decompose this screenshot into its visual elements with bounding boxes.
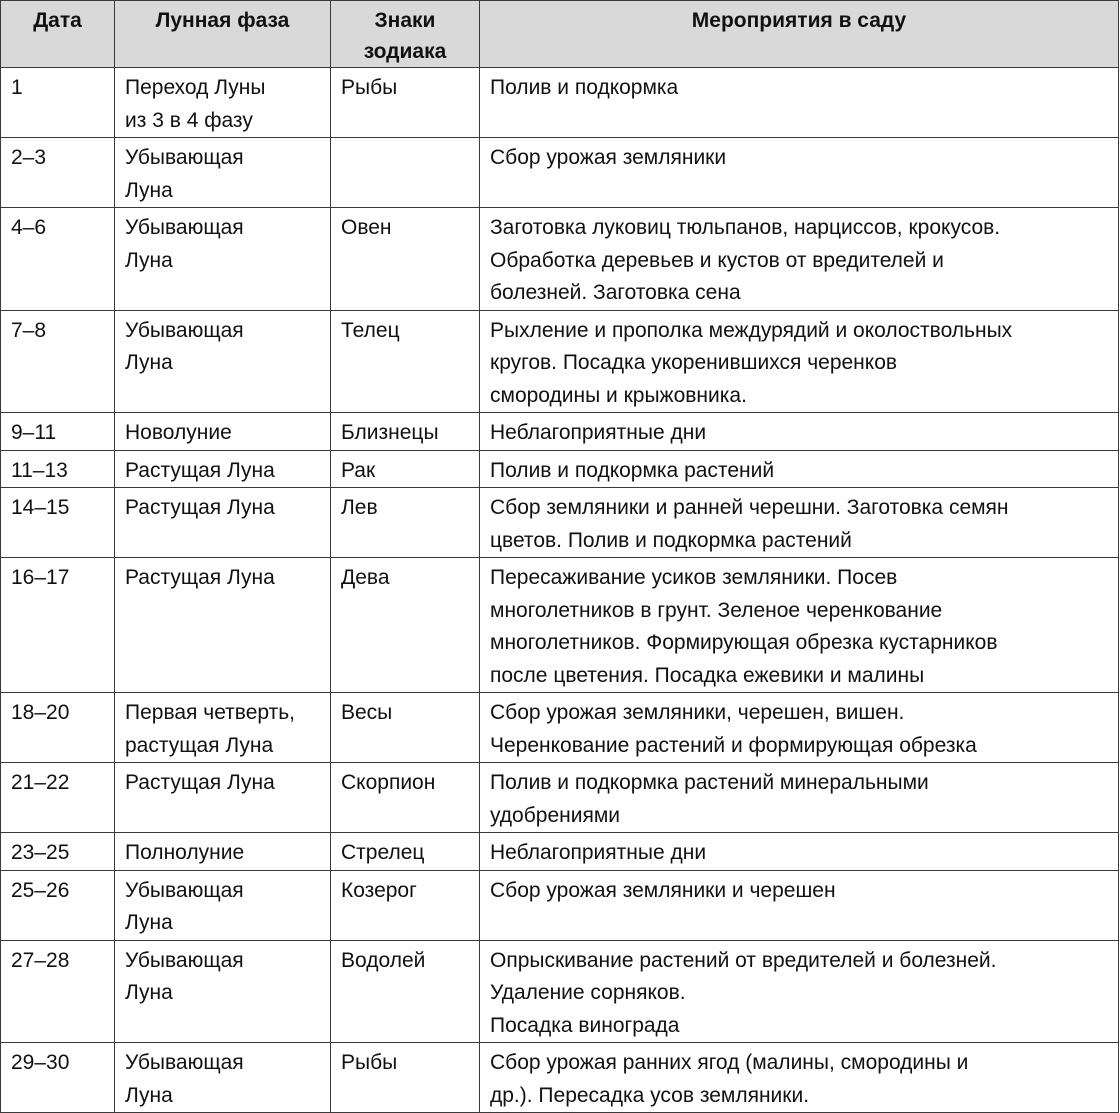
cell-garden-activities-text: Сбор урожая земляники, черешен, вишен. Черенкование растений и формирующая обрезка — [490, 701, 977, 757]
cell-garden-activities-text: Сбор урожая земляники — [490, 146, 727, 169]
cell-date — [1, 693, 115, 763]
cell-zodiac-sign — [331, 68, 480, 138]
cell-lunar-phase-text: Первая четверть, растущая Луна — [125, 701, 296, 757]
cell-garden-activities-text: Неблагоприятные дни — [490, 841, 707, 864]
cell-date — [1, 488, 115, 558]
cell-zodiac-sign — [331, 310, 480, 413]
header-garden-activities: Мероприятия в саду — [480, 1, 1119, 68]
cell-garden-activities-text: Неблагоприятные дни — [490, 421, 707, 444]
table-row — [1, 870, 1119, 940]
table-row — [1, 208, 1119, 311]
cell-date — [1, 558, 115, 693]
cell-garden-activities — [480, 310, 1119, 413]
cell-lunar-phase-text: Растущая Луна — [125, 566, 275, 589]
cell-lunar-phase — [115, 450, 331, 488]
cell-garden-activities — [480, 940, 1119, 1043]
table-row — [1, 693, 1119, 763]
cell-date-text: 18–20 — [11, 701, 70, 724]
cell-date-text: 7–8 — [11, 318, 47, 342]
table-row — [1, 763, 1119, 833]
table-body — [1, 68, 1119, 1113]
cell-zodiac-sign — [331, 693, 480, 763]
cell-garden-activities — [480, 1043, 1119, 1113]
cell-garden-activities — [480, 488, 1119, 558]
cell-date-text: 25–26 — [11, 878, 70, 902]
cell-zodiac-sign-text: Лев — [341, 496, 378, 519]
cell-garden-activities-text: Полив и подкормка растений минеральными удобрениями — [490, 771, 929, 827]
cell-garden-activities — [480, 833, 1119, 871]
table-row — [1, 558, 1119, 693]
cell-lunar-phase-text: Убывающая Луна — [125, 318, 244, 374]
cell-zodiac-sign — [331, 940, 480, 1043]
cell-date-text: 9–11 — [11, 421, 57, 444]
cell-date-text: 4–6 — [11, 216, 47, 239]
cell-lunar-phase-text: Переход Луны из 3 в 4 фазу — [125, 76, 266, 132]
header-date: Дата — [1, 1, 115, 68]
cell-zodiac-sign — [331, 1043, 480, 1113]
cell-zodiac-sign — [331, 450, 480, 488]
cell-garden-activities — [480, 413, 1119, 451]
cell-lunar-phase — [115, 940, 331, 1043]
cell-date — [1, 763, 115, 833]
cell-lunar-phase-text: Убывающая Луна — [125, 1051, 244, 1107]
cell-lunar-phase-text: Растущая Луна — [125, 496, 275, 519]
cell-zodiac-sign-text: Рыбы — [341, 76, 398, 99]
cell-date — [1, 310, 115, 413]
cell-lunar-phase — [115, 413, 331, 451]
cell-lunar-phase — [115, 833, 331, 871]
cell-zodiac-sign-text: Скорпион — [341, 771, 436, 794]
cell-zodiac-sign-text: Рак — [341, 458, 376, 482]
cell-zodiac-sign — [331, 870, 480, 940]
cell-date-text: 21–22 — [11, 771, 70, 794]
cell-garden-activities-text: Сбор урожая ранних ягод (малины, смородины и др.). Пересадка усов земляники. — [490, 1051, 969, 1107]
cell-zodiac-sign-text: Близнецы — [341, 421, 439, 444]
cell-garden-activities — [480, 450, 1119, 488]
table-row — [1, 833, 1119, 871]
table-row — [1, 138, 1119, 208]
cell-date — [1, 450, 115, 488]
cell-date — [1, 413, 115, 451]
cell-lunar-phase — [115, 310, 331, 413]
cell-zodiac-sign-text: Стрелец — [341, 841, 425, 864]
cell-garden-activities-text: Полив и подкормка растений — [490, 458, 775, 482]
cell-lunar-phase — [115, 1043, 331, 1113]
cell-garden-activities-text: Сбор земляники и ранней черешни. Заготовка семян цветов. Полив и подкормка растений — [490, 496, 1009, 552]
cell-lunar-phase-text: Убывающая Луна — [125, 878, 244, 934]
cell-lunar-phase-text: Убывающая Луна — [125, 146, 244, 202]
cell-date — [1, 870, 115, 940]
cell-zodiac-sign-text: Овен — [341, 216, 392, 239]
cell-lunar-phase — [115, 208, 331, 311]
cell-garden-activities-text: Заготовка луковиц тюльпанов, нарциссов, крокусов. Обработка деревьев и кустов от вредителей и болезней. Заготовка сена — [490, 216, 1001, 304]
cell-zodiac-sign-text: Козерог — [341, 878, 417, 902]
cell-lunar-phase-text: Убывающая Луна — [125, 948, 244, 1004]
cell-lunar-phase — [115, 138, 331, 208]
cell-lunar-phase — [115, 488, 331, 558]
cell-zodiac-sign-text: Дева — [341, 566, 390, 589]
cell-zodiac-sign — [331, 208, 480, 311]
cell-lunar-phase — [115, 558, 331, 693]
table-row — [1, 413, 1119, 451]
cell-lunar-phase-text: Убывающая Луна — [125, 216, 244, 272]
cell-lunar-phase — [115, 763, 331, 833]
cell-zodiac-sign-text: Телец — [341, 318, 400, 342]
cell-date-text: 1 — [11, 76, 23, 99]
cell-zodiac-sign — [331, 558, 480, 693]
cell-garden-activities — [480, 763, 1119, 833]
table-row — [1, 450, 1119, 488]
cell-zodiac-sign-text: Рыбы — [341, 1051, 398, 1074]
cell-lunar-phase — [115, 693, 331, 763]
cell-date — [1, 940, 115, 1043]
table-row — [1, 68, 1119, 138]
cell-date-text: 23–25 — [11, 841, 70, 864]
cell-zodiac-sign — [331, 138, 480, 208]
table-row — [1, 310, 1119, 413]
cell-lunar-phase — [115, 870, 331, 940]
cell-lunar-phase-text: Растущая Луна — [125, 458, 275, 482]
cell-zodiac-sign-text: Весы — [341, 701, 393, 724]
cell-zodiac-sign-text: Водолей — [341, 948, 426, 972]
cell-date-text: 11–13 — [11, 458, 68, 482]
cell-date — [1, 68, 115, 138]
cell-zodiac-sign — [331, 763, 480, 833]
cell-lunar-phase-text: Растущая Луна — [125, 771, 275, 794]
table-header-row — [1, 1, 1119, 68]
cell-zodiac-sign — [331, 833, 480, 871]
cell-garden-activities-text: Рыхление и прополка междурядий и околоствольных кругов. Посадка укоренившихся черенков смородины и крыжовника. — [490, 318, 1013, 407]
cell-date — [1, 833, 115, 871]
cell-date-text: 2–3 — [11, 146, 47, 169]
header-zodiac-signs: Знаки зодиака — [331, 1, 480, 68]
table-row — [1, 940, 1119, 1043]
cell-date-text: 14–15 — [11, 496, 70, 519]
cell-garden-activities — [480, 208, 1119, 311]
cell-lunar-phase-text: Полнолуние — [125, 841, 245, 864]
cell-garden-activities-text: Пересаживание усиков земляники. Посев многолетников в грунт. Зеленое черенкование многолетников. Формирующая обрезка кустарников после цветения. Посадка ежевики и малины — [490, 566, 998, 687]
cell-garden-activities — [480, 68, 1119, 138]
cell-date — [1, 1043, 115, 1113]
cell-date — [1, 208, 115, 311]
cell-date-text: 29–30 — [11, 1051, 70, 1074]
cell-lunar-phase — [115, 68, 331, 138]
cell-garden-activities — [480, 693, 1119, 763]
cell-garden-activities-text: Сбор урожая земляники и черешен — [490, 878, 836, 902]
cell-garden-activities — [480, 138, 1119, 208]
cell-date-text: 16–17 — [11, 566, 70, 589]
cell-garden-activities-text: Полив и подкормка — [490, 76, 679, 99]
cell-date — [1, 138, 115, 208]
cell-garden-activities-text: Опрыскивание растений от вредителей и болезней. Удаление сорняков. Посадка винограда — [490, 948, 997, 1037]
cell-zodiac-sign — [331, 413, 480, 451]
header-lunar-phase: Лунная фаза — [115, 1, 331, 68]
cell-garden-activities — [480, 558, 1119, 693]
cell-zodiac-sign — [331, 488, 480, 558]
cell-date-text: 27–28 — [11, 948, 70, 972]
cell-garden-activities — [480, 870, 1119, 940]
cell-lunar-phase-text: Новолуние — [125, 421, 232, 444]
table-row — [1, 488, 1119, 558]
table-row — [1, 1043, 1119, 1113]
